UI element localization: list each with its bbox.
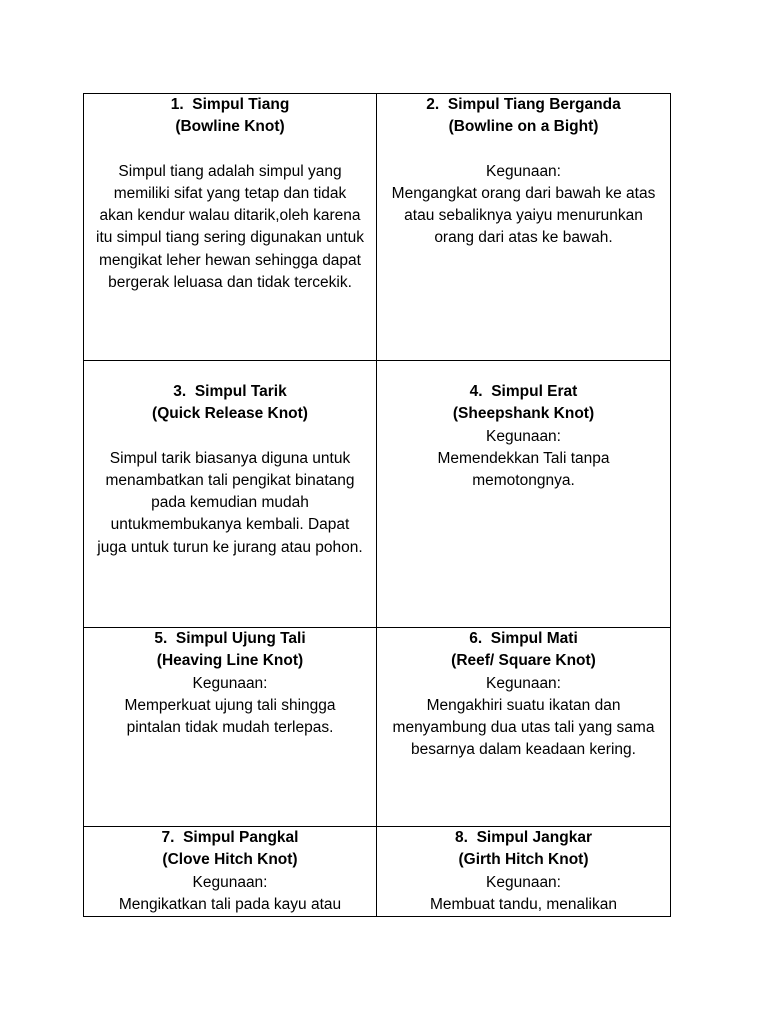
knot-title: Simpul Erat <box>491 383 578 400</box>
knot-title: Simpul Ujung Tali <box>175 630 306 647</box>
knot-number: 7. <box>161 829 175 846</box>
knot-title: Simpul Tarik <box>194 383 287 400</box>
knot-cell-3 <box>84 361 377 628</box>
knot-description: Mengikatkan tali pada kayu atau <box>118 895 342 913</box>
knot-cell-2 <box>377 94 671 361</box>
knot-subtitle: (Quick Release Knot) <box>152 405 308 423</box>
knot-heading <box>96 94 364 116</box>
knot-number: 6. <box>469 630 483 647</box>
knot-usage-label: Kegunaan: <box>486 162 561 180</box>
knot-subtitle: (Girth Hitch Knot) <box>458 851 589 869</box>
knot-heading <box>389 381 658 403</box>
knot-cell-1 <box>84 94 377 361</box>
knot-description: Memperkuat ujung tali shingga pintalan tidak mudah terlepas. <box>124 696 336 737</box>
knot-usage-label: Kegunaan: <box>192 873 268 891</box>
table-row <box>84 94 671 361</box>
knot-usage-label: Kegunaan: <box>486 873 561 891</box>
knot-heading <box>96 628 364 650</box>
knot-number: 1. <box>170 96 184 113</box>
knot-cell-6 <box>377 628 671 827</box>
knot-cell-8 <box>377 827 671 917</box>
knot-cell-4 <box>377 361 671 628</box>
knot-cell-5 <box>84 628 377 827</box>
knot-number: 3. <box>173 383 187 400</box>
knot-title: Simpul Jangkar <box>476 829 592 846</box>
knot-description: Simpul tarik biasanya diguna untuk menambatkan tali pengikat binatang pada kemudian mudah untukmembukanya kembali. Dapat juga untuk turun ke jurang atau pohon. <box>97 449 363 556</box>
knot-title: Simpul Tiang Berganda <box>447 96 621 113</box>
knot-table <box>83 93 671 917</box>
knot-description: Membuat tandu, menalikan <box>430 895 617 913</box>
knot-number: 4. <box>469 383 483 400</box>
knot-description: Simpul tiang adalah simpul yang memiliki sifat yang tetap dan tidak akan kendur walau ditarik,oleh karena itu simpul tiang sering digunakan untuk mengikat leher hewan sehingga dapat bergerak leluasa dan tidak tercekik. <box>96 162 364 292</box>
knot-description: Mengakhiri suatu ikatan dan menyambung dua utas tali yang sama besarnya dalam keadaan kering. <box>392 696 655 759</box>
knot-description: Mengangkat orang dari bawah ke atas atau sebaliknya yaiyu menurunkan orang dari atas ke bawah. <box>391 184 656 247</box>
knot-heading <box>96 381 364 403</box>
knot-subtitle: (Reef/ Square Knot) <box>451 652 596 670</box>
knot-number: 5. <box>154 630 168 647</box>
table-row <box>84 628 671 827</box>
knot-heading <box>96 827 364 849</box>
knot-usage-label: Kegunaan: <box>486 427 561 445</box>
knot-subtitle: (Bowline on a Bight) <box>448 118 599 136</box>
knot-heading <box>389 628 658 650</box>
knot-usage-label: Kegunaan: <box>192 674 268 692</box>
knot-heading <box>389 827 658 849</box>
table-row <box>84 827 671 917</box>
knot-usage-label: Kegunaan: <box>486 674 561 692</box>
table-row <box>84 361 671 628</box>
knot-title: Simpul Mati <box>490 630 578 647</box>
knot-description: Memendekkan Tali tanpa memotongnya. <box>437 449 610 490</box>
knot-subtitle: (Heaving Line Knot) <box>156 652 304 670</box>
knot-cell-7 <box>84 827 377 917</box>
knot-title: Simpul Pangkal <box>183 829 299 846</box>
knot-subtitle: (Bowline Knot) <box>175 118 285 136</box>
knot-subtitle: (Clove Hitch Knot) <box>162 851 298 869</box>
knot-heading <box>389 94 658 116</box>
knot-title: Simpul Tiang <box>192 96 290 113</box>
knot-number: 2. <box>426 96 440 113</box>
knot-subtitle: (Sheepshank Knot) <box>452 405 595 423</box>
knot-number: 8. <box>455 829 468 846</box>
